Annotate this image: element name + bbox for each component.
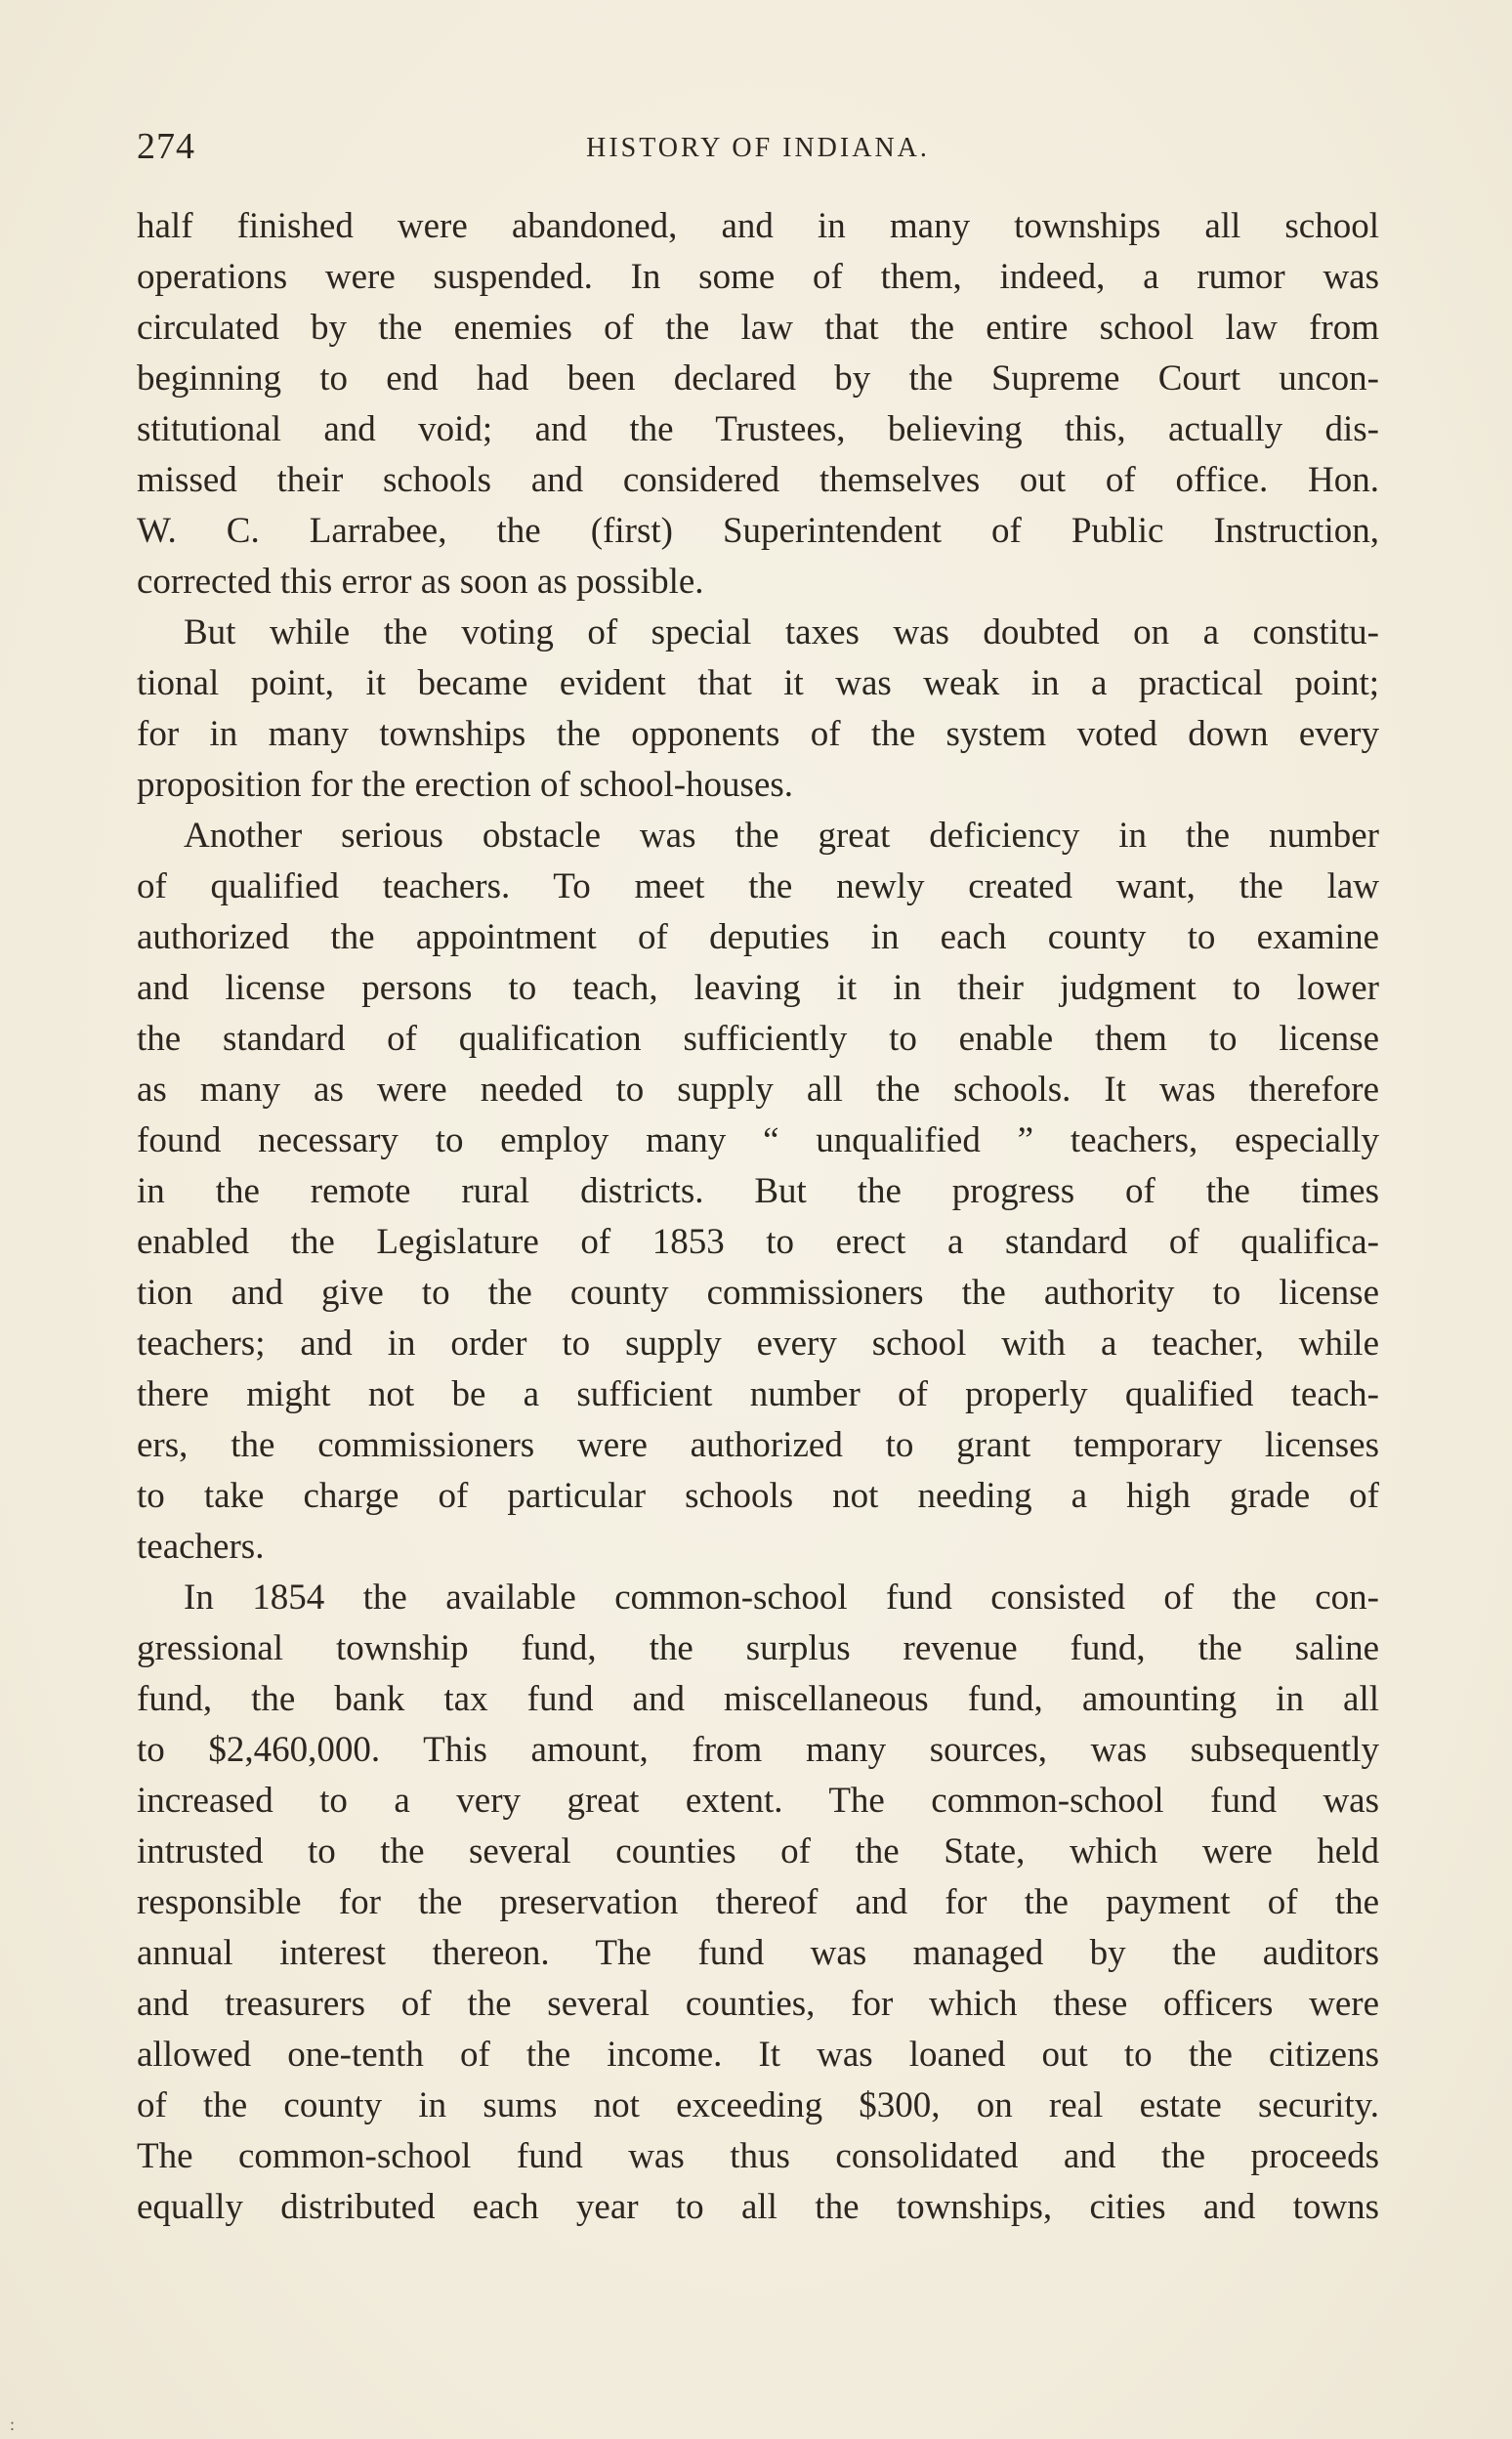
text-line: ers, the commissioners were authorized to grant temporary licenses	[137, 1425, 1379, 1465]
text-line: beginning to end had been declared by the Supreme Court uncon-	[137, 358, 1379, 399]
text-line: circulated by the enemies of the law that the entire school law from	[137, 308, 1379, 348]
text-line: Another serious obstacle was the great deficiency in the number	[184, 816, 1379, 856]
text-line: fund, the bank tax fund and miscellaneous fund, amounting in all	[137, 1679, 1379, 1719]
text-line: W. C. Larrabee, the (first) Superintendent of Public Instruction,	[137, 511, 1379, 551]
page-header	[137, 115, 1379, 174]
text-line: to $2,460,000. This amount, from many sources, was subsequently	[137, 1730, 1379, 1770]
text-line: and license persons to teach, leaving it in their judgment to lower	[137, 968, 1379, 1008]
text-line: for in many townships the opponents of the system voted down every	[137, 714, 1379, 754]
text-line: increased to a very great extent. The common-school fund was	[137, 1781, 1379, 1821]
text-line: in the remote rural districts. But the progress of the times	[137, 1171, 1379, 1211]
text-line: annual interest thereon. The fund was managed by the auditors	[137, 1933, 1379, 1973]
text-line: the standard of qualification sufficiently to enable them to license	[137, 1019, 1379, 1059]
text-line: corrected this error as soon as possible.	[137, 562, 704, 602]
text-line: found necessary to employ many “ unqualified ” teachers, especially	[137, 1120, 1379, 1160]
text-line: as many as were needed to supply all the schools. It was therefore	[137, 1070, 1379, 1110]
text-line: intrusted to the several counties of the State, which were held	[137, 1831, 1379, 1871]
text-line: authorized the appointment of deputies in each county to examine	[137, 917, 1379, 957]
text-line: of the county in sums not exceeding $300, on real estate security.	[137, 2085, 1379, 2125]
text-line: allowed one-tenth of the income. It was loaned out to the citizens	[137, 2035, 1379, 2075]
text-line: The common-school fund was thus consolidated and the proceeds	[137, 2136, 1379, 2176]
running-head: HISTORY OF INDIANA.	[586, 133, 930, 163]
text-line: tional point, it became evident that it was weak in a practical point;	[137, 663, 1379, 703]
text-line: missed their schools and considered themselves out of office. Hon.	[137, 460, 1379, 500]
text-line: and treasurers of the several counties, for which these officers were	[137, 1984, 1379, 2024]
text-line: tion and give to the county commissioners the authority to license	[137, 1273, 1379, 1313]
page-number: 274	[137, 126, 195, 167]
body-text	[137, 201, 1379, 2233]
text-line: equally distributed each year to all the townships, cities and towns	[137, 2187, 1379, 2227]
paragraph-1	[137, 201, 1379, 608]
text-line: In 1854 the available common-school fund consisted of the con-	[184, 1577, 1379, 1618]
text-line: teachers.	[137, 1527, 265, 1567]
text-line: half finished were abandoned, and in many townships all school	[137, 206, 1379, 246]
text-line: of qualified teachers. To meet the newly created want, the law	[137, 866, 1379, 906]
text-line: But while the voting of special taxes was doubted on a constitu-	[184, 612, 1379, 652]
text-line: teachers; and in order to supply every school with a teacher, while	[137, 1324, 1379, 1364]
text-line: to take charge of particular schools not needing a high grade of	[137, 1476, 1379, 1516]
text-line: gressional township fund, the surplus revenue fund, the saline	[137, 1628, 1379, 1668]
text-line: responsible for the preservation thereof and for the payment of the	[137, 1882, 1379, 1922]
text-line: enabled the Legislature of 1853 to erect a standard of qualifica-	[137, 1222, 1379, 1262]
text-line: there might not be a sufficient number of properly qualified teach-	[137, 1374, 1379, 1414]
text-line: operations were suspended. In some of them, indeed, a rumor was	[137, 257, 1379, 297]
paragraph-3	[137, 811, 1379, 1573]
paragraph-4	[137, 1573, 1379, 2233]
paragraph-2	[137, 608, 1379, 811]
text-line: stitutional and void; and the Trustees, believing this, actually dis-	[137, 409, 1379, 449]
margin-mark: :	[10, 2415, 16, 2434]
text-line: proposition for the erection of school-houses.	[137, 765, 794, 805]
